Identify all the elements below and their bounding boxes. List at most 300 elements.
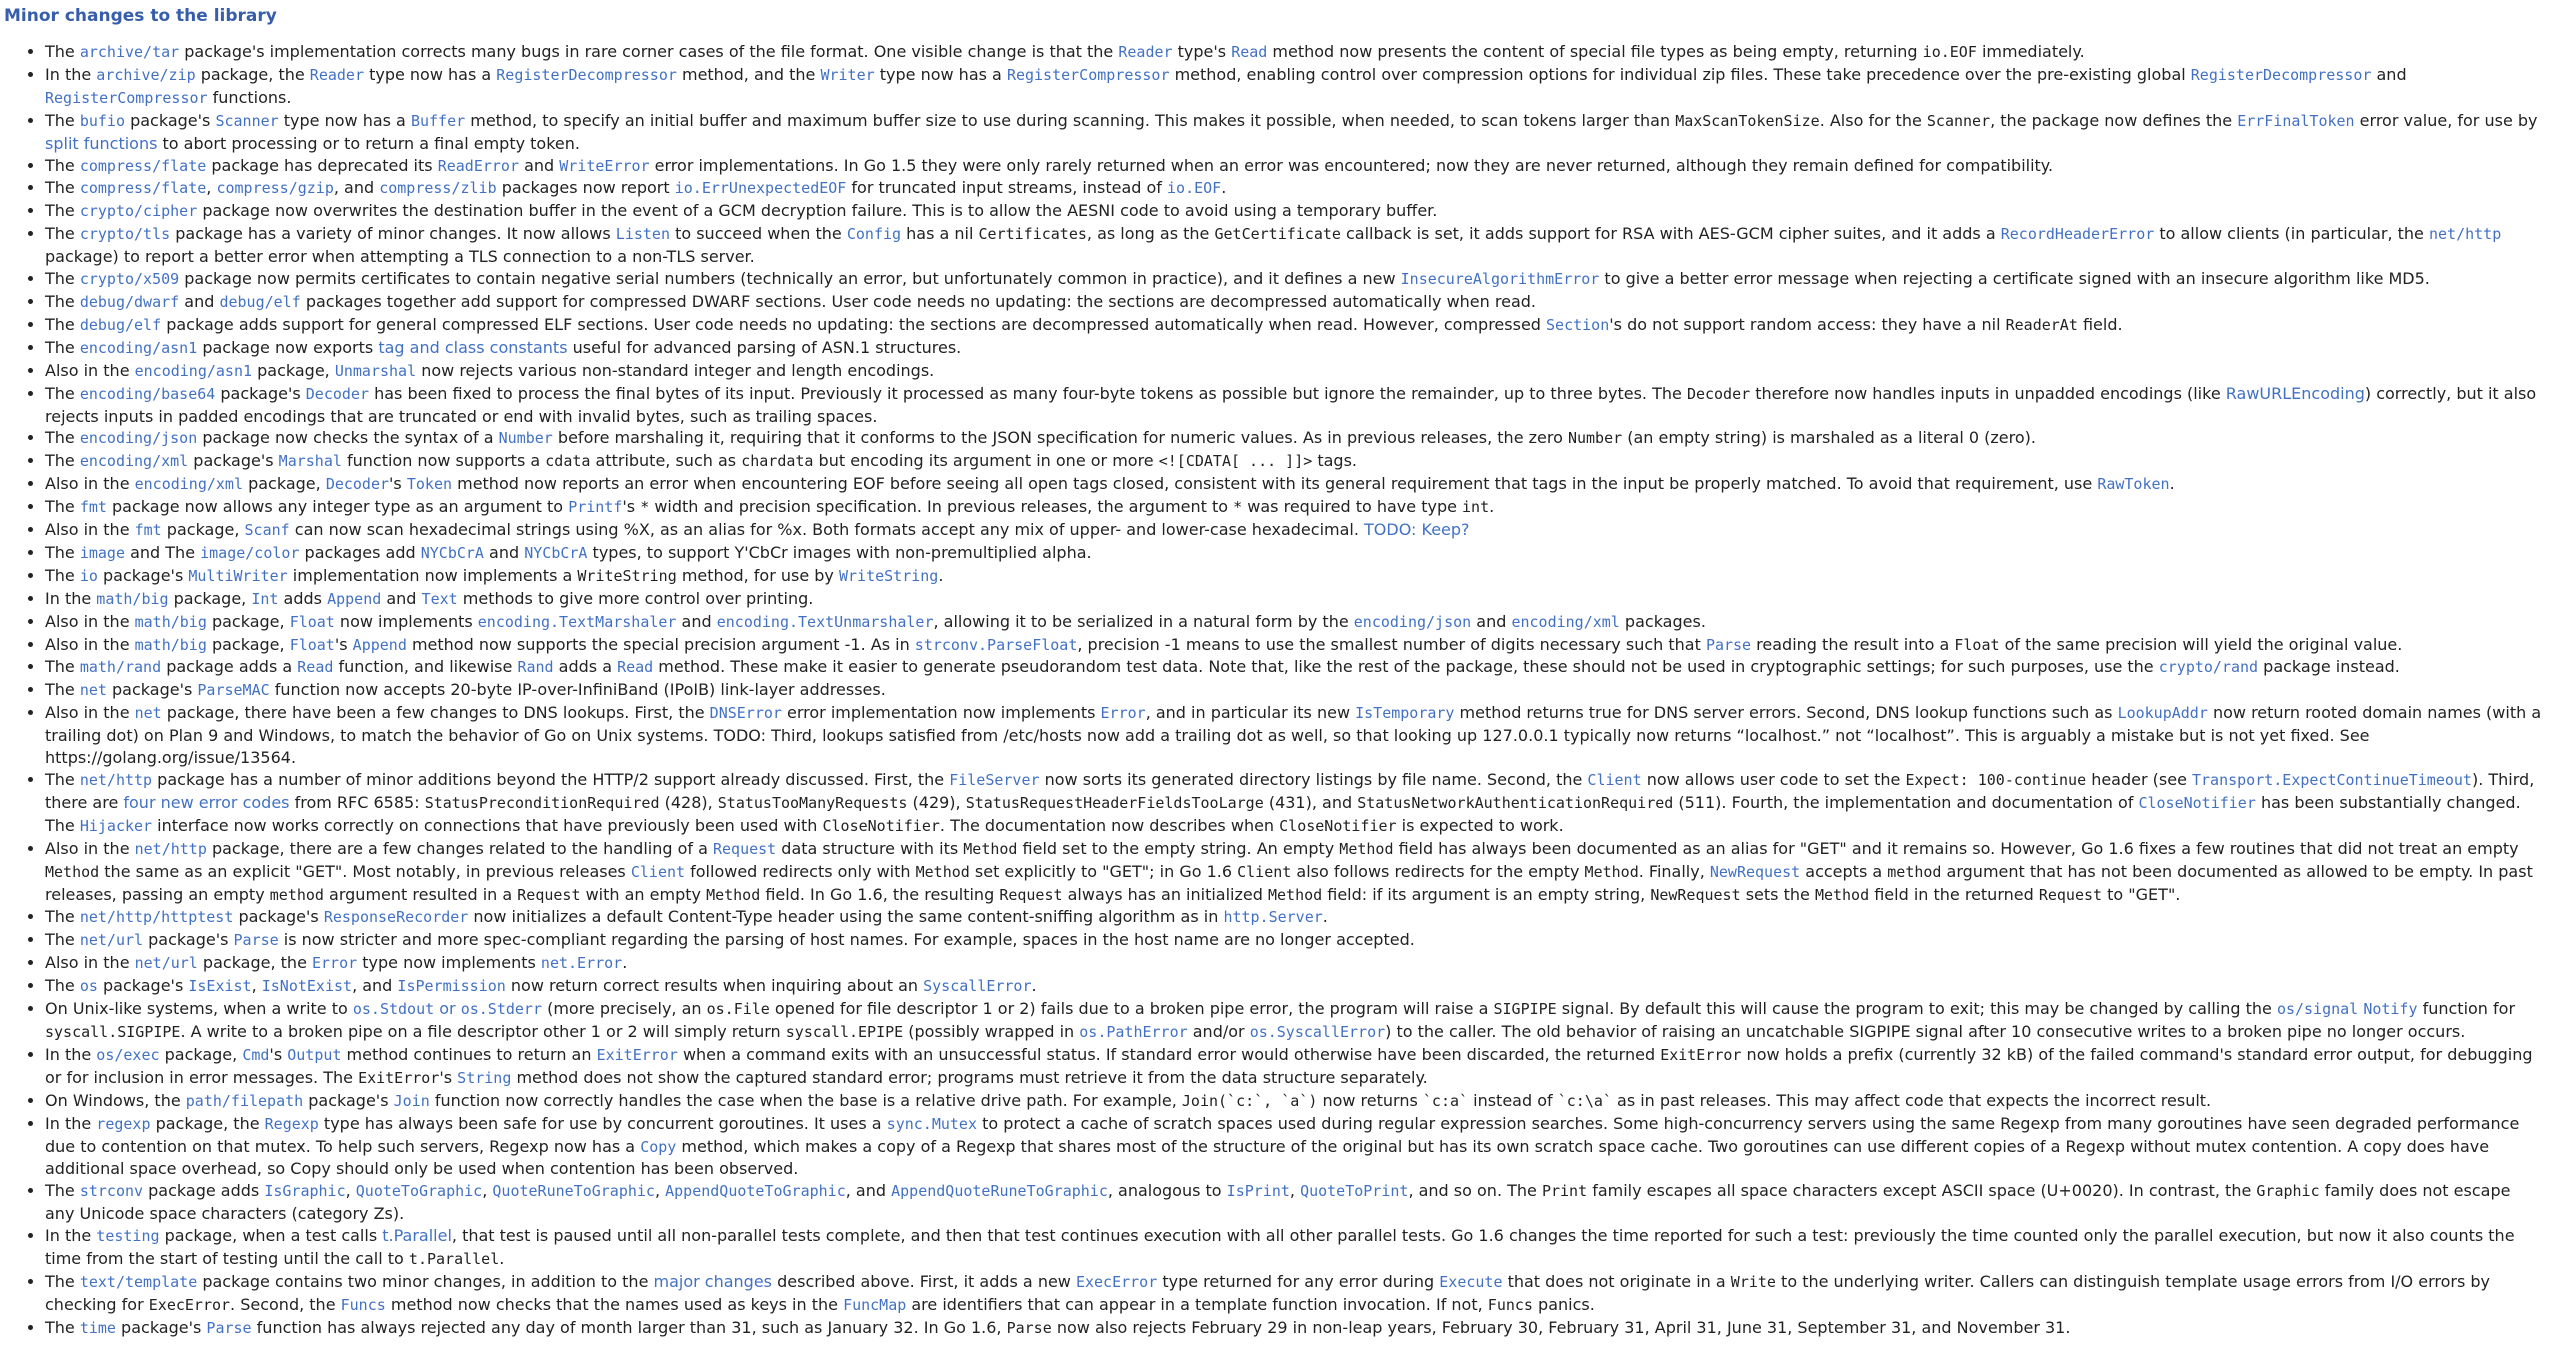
text-run: The <box>45 42 80 61</box>
code-link[interactable]: encoding.TextMarshaler <box>477 612 677 631</box>
bullet-item <box>45 337 2544 360</box>
code-link[interactable]: Unmarshal <box>334 361 417 380</box>
code-link[interactable]: fmt <box>134 521 162 540</box>
text-run: ). Third, there are <box>45 770 2535 812</box>
code-link[interactable]: math/big <box>96 589 169 608</box>
code-link[interactable]: ExecError <box>1075 1272 1158 1291</box>
code-link[interactable]: net/http <box>2428 225 2502 244</box>
text-run: The <box>45 565 80 585</box>
text-run: , <box>206 178 217 198</box>
code-link[interactable]: os/signal <box>2276 1000 2359 1019</box>
code-link[interactable]: debug/elf <box>79 315 162 334</box>
text-run: (possibly wrapped in <box>903 1021 1080 1041</box>
text-run: In the <box>45 1113 97 1133</box>
code-link[interactable]: encoding/json <box>79 429 198 448</box>
text-run: The <box>45 110 80 130</box>
code-link[interactable]: Writer <box>820 65 875 84</box>
inline-code: Funcs <box>1487 1295 1533 1314</box>
bullet-item <box>45 314 2544 337</box>
bullet-item <box>45 110 2544 155</box>
code-link[interactable]: compress/zlib <box>379 179 497 198</box>
bullet-item <box>45 519 2544 542</box>
code-link[interactable]: IsGraphic <box>264 1182 346 1201</box>
text-run: ) to the caller. The old behavior of raising an uncatchable SIGPIPE signal after 10 consecutive writes to a broken pipe no longer occurs. <box>1385 1021 2466 1041</box>
text-run: , <box>482 1181 493 1201</box>
text-run: field in the returned <box>1869 884 2039 904</box>
text-run: package's <box>188 451 279 471</box>
text-run: method, for use by <box>676 565 839 585</box>
code-link[interactable]: compress/flate <box>79 179 207 198</box>
bullet-item <box>45 64 2544 110</box>
text-run: package's <box>143 930 234 950</box>
code-link[interactable]: sync.Mutex <box>886 1114 977 1133</box>
code-link[interactable]: DNSError <box>709 704 782 723</box>
text-link[interactable]: four new error codes <box>123 792 290 812</box>
code-link[interactable]: crypto/rand <box>2158 658 2259 677</box>
text-run: package's <box>97 565 189 585</box>
code-link[interactable]: strconv.ParseFloat <box>914 635 1078 654</box>
code-link[interactable]: Parse <box>206 1318 252 1337</box>
text-run: package, <box>252 360 335 380</box>
bullet-item <box>45 450 2544 473</box>
text-link[interactable]: tag and class constants <box>378 337 568 357</box>
text-run: adds <box>278 588 328 608</box>
inline-code: Graphic <box>2256 1182 2320 1201</box>
bullet-item <box>45 473 2544 496</box>
text-run: always has an initialized <box>1062 884 1268 904</box>
code-link[interactable]: Float <box>289 635 335 654</box>
code-link[interactable]: Printf <box>568 498 623 517</box>
code-link[interactable]: crypto/cipher <box>79 202 198 221</box>
bullet-item <box>45 223 2544 268</box>
text-run: package, the <box>197 953 312 973</box>
code-link[interactable]: Config <box>846 225 902 244</box>
code-link[interactable]: encoding/xml <box>134 475 243 494</box>
text-link[interactable]: or <box>434 999 461 1019</box>
text-run: to the underlying writer. Callers can distinguish template usage errors from I/O errors by checking for <box>45 1271 2491 1314</box>
code-link[interactable]: net.Error <box>540 954 623 973</box>
bullet-item <box>45 427 2544 450</box>
text-run: The <box>45 201 80 221</box>
code-link[interactable]: io.ErrUnexpectedEOF <box>674 179 847 198</box>
code-link[interactable]: encoding/xml <box>1511 612 1620 631</box>
inline-code: Float <box>1954 635 2000 654</box>
code-link[interactable]: net/url <box>79 931 144 950</box>
text-run: Also in the <box>45 611 135 631</box>
code-link[interactable]: Copy <box>640 1137 677 1156</box>
code-link[interactable]: ParseMAC <box>197 681 270 700</box>
code-link[interactable]: Token <box>406 475 453 494</box>
code-link[interactable]: path/filepath <box>185 1091 304 1110</box>
text-run: package's <box>125 110 216 130</box>
code-link[interactable]: RegisterCompressor <box>45 88 208 107</box>
code-link[interactable]: time <box>79 1318 116 1337</box>
code-link[interactable]: io.EOF <box>1167 179 1222 198</box>
text-run: error value, for use by <box>2354 110 2538 130</box>
inline-code: Request <box>2038 885 2103 904</box>
code-link[interactable]: archive/zip <box>96 65 196 84</box>
code-link[interactable]: encoding.TextUnmarshaler <box>716 612 934 631</box>
code-link[interactable]: Funcs <box>340 1295 386 1314</box>
code-link[interactable]: compress/gzip <box>216 179 334 198</box>
code-link[interactable]: RawToken <box>2097 475 2170 494</box>
text-run: panics. <box>1532 1294 1595 1314</box>
code-link[interactable]: ReadError <box>437 156 519 175</box>
code-link[interactable]: archive/tar <box>79 43 180 61</box>
code-link[interactable]: Read <box>617 658 654 677</box>
inline-code: Expect: 100-continue <box>1905 771 2087 789</box>
code-link[interactable]: math/rand <box>79 658 162 677</box>
code-link[interactable]: crypto/tls <box>79 225 171 244</box>
text-run: On Unix-like systems, when a write to <box>45 999 353 1019</box>
text-run: package, the <box>150 1113 265 1133</box>
code-link[interactable]: Scanf <box>244 521 290 540</box>
inline-code: NewRequest <box>1650 885 1741 904</box>
code-link[interactable]: math/big <box>134 612 207 631</box>
text-run: now allows user code to set the <box>1641 770 1906 789</box>
inline-code: <![CDATA[ ... ]]> <box>1158 452 1313 471</box>
text-run: methods to give more control over printing. <box>457 588 814 608</box>
code-link[interactable]: Client <box>630 862 686 881</box>
code-link[interactable]: Section <box>1546 315 1610 334</box>
code-link[interactable]: bufio <box>79 111 125 130</box>
text-run: accepts a <box>1800 861 1888 881</box>
text-run: error implementations. In Go 1.5 they were only rarely returned when an error was encountered; now they are never returned, although they remain defined for compatibility. <box>649 155 2054 175</box>
code-link[interactable]: FuncMap <box>843 1295 907 1314</box>
text-run: field. <box>2077 314 2123 334</box>
code-link[interactable]: WriteError <box>559 156 650 175</box>
text-run: type's <box>1172 42 1232 61</box>
text-run: , and so on. The <box>1408 1181 1542 1201</box>
text-run: now implements <box>334 611 478 631</box>
code-link[interactable]: os.Stdout <box>352 1000 435 1019</box>
text-run: , precision -1 means to use the smallest number of digits necessary such that <box>1077 634 1706 654</box>
text-run: . The documentation now describes when <box>939 815 1280 835</box>
text-run: (511). Fourth, the implementation and documentation of <box>1673 792 2139 812</box>
code-link[interactable]: net/url <box>134 954 198 973</box>
code-link[interactable]: Hijacker <box>79 816 153 835</box>
text-run: , <box>345 1181 356 1201</box>
text-run: The <box>45 178 80 198</box>
code-link[interactable]: Append <box>352 635 407 654</box>
code-link[interactable]: encoding/asn1 <box>134 361 253 380</box>
code-link[interactable]: net/http <box>134 839 207 858</box>
text-run: package's implementation corrects many bugs in rare corner cases of the file format. One visible change is that the <box>179 42 1119 61</box>
text-run: can now scan hexadecimal strings using %X, as an alias for %x. Both formats accept any mix of upper- and lower-case hexadecimal. <box>289 520 1365 540</box>
code-link[interactable]: Cmd <box>242 1045 270 1064</box>
text-run: Also in the <box>45 838 135 858</box>
code-link[interactable]: crypto/x509 <box>79 270 180 289</box>
text-run: method, which makes a copy of a Regexp that shares most of the structure of the original but has its own scratch space cache. Two goroutines can use different copies of a Regexp without mutex contention. A copy does have additional space overhead, so Copy should only be used when contention has been observed. <box>45 1136 2490 1179</box>
inline-code: t.Parallel <box>408 1250 500 1269</box>
bullet-item <box>45 565 2544 588</box>
text-run: the same as an explicit "GET". Most notably, in previous releases <box>99 861 631 881</box>
code-link[interactable]: QuoteRuneToGraphic <box>492 1182 655 1201</box>
code-link[interactable]: Transport.ExpectContinueTimeout <box>2192 771 2472 789</box>
code-link[interactable]: encoding/xml <box>79 452 189 471</box>
code-link[interactable]: fmt <box>79 498 107 517</box>
inline-code: ExecError <box>148 1295 231 1314</box>
text-link[interactable]: split functions <box>45 133 158 153</box>
code-link[interactable]: Rand <box>517 658 554 677</box>
inline-code: Write <box>1730 1272 1776 1291</box>
inline-code: Method <box>915 862 970 881</box>
code-link[interactable]: testing <box>96 1227 160 1246</box>
text-run: method now supports the special precision argument -1. As in <box>406 634 915 654</box>
code-link[interactable]: NewRequest <box>1709 862 1801 881</box>
code-link[interactable]: IsTemporary <box>1355 704 1455 723</box>
code-link[interactable]: ResponseRecorder <box>323 908 469 927</box>
text-run: . <box>1322 907 1328 927</box>
inline-code: Request <box>999 885 1063 904</box>
text-run: type now has a <box>363 64 497 84</box>
code-link[interactable]: LookupAddr <box>2117 704 2208 723</box>
text-run: The <box>45 542 80 562</box>
changes-list <box>4 41 2544 1340</box>
inline-code: Scanner <box>1926 111 1991 130</box>
code-link[interactable]: Number <box>498 429 553 448</box>
code-link[interactable]: RegisterDecompressor <box>2190 65 2372 84</box>
code-link[interactable]: QuoteToPrint <box>1300 1182 1409 1201</box>
code-link[interactable]: encoding/base64 <box>79 384 216 403</box>
inline-code: Method <box>1339 839 1394 858</box>
bullet-item <box>45 200 2544 223</box>
code-link[interactable]: RegisterDecompressor <box>496 65 677 84</box>
text-run: The <box>45 269 80 289</box>
code-link[interactable]: strconv <box>79 1182 144 1201</box>
code-link[interactable]: text/template <box>79 1272 198 1291</box>
inline-code: Method <box>706 885 761 904</box>
text-run: and <box>676 611 717 631</box>
code-link[interactable]: encoding/asn1 <box>79 338 198 357</box>
code-link[interactable]: image <box>79 543 125 562</box>
text-run: , that test is paused until all non-parallel tests complete, and then that test continues execution with all other parallel tests. Go 1.6 changes the time reported for such a test: previously the time counted only the parallel execution, but now it also counts the time from the start of testing until the call to <box>45 1226 2515 1269</box>
text-run: and <box>2371 64 2407 84</box>
code-link[interactable]: http.Server <box>1223 908 1323 927</box>
text-run: now return correct results when inquiring about an <box>505 976 924 996</box>
text-run: instead of <box>1468 1090 1558 1110</box>
code-link[interactable]: NYCbCrA <box>524 543 588 562</box>
text-run: interface now works correctly on connections that have previously been used with <box>152 815 823 835</box>
text-run: and/or <box>1187 1021 1250 1041</box>
code-link[interactable]: regexp <box>96 1114 151 1133</box>
text-run: In the <box>45 1226 97 1246</box>
text-run: and <box>179 291 220 311</box>
text-run: package, <box>206 611 290 631</box>
inline-code: WriteString <box>577 566 677 585</box>
code-link[interactable]: Buffer <box>410 111 466 130</box>
code-link[interactable]: debug/elf <box>219 292 301 311</box>
bullet-item <box>45 155 2544 178</box>
code-link[interactable]: MultiWriter <box>188 566 288 585</box>
code-link[interactable]: Int <box>251 589 279 608</box>
text-run: (428), <box>659 792 718 812</box>
code-link[interactable]: net/http <box>79 771 153 789</box>
text-run: package's <box>115 1317 207 1337</box>
code-link[interactable]: RegisterCompressor <box>1006 65 1170 84</box>
text-run: The <box>45 930 80 950</box>
code-link[interactable]: io <box>79 566 98 585</box>
code-link[interactable]: encoding/json <box>1353 612 1472 631</box>
text-link[interactable]: TODO: Keep? <box>1364 520 1470 540</box>
code-link[interactable]: AppendQuoteToGraphic <box>665 1182 846 1201</box>
text-run: with an empty <box>580 884 707 904</box>
code-link[interactable]: Request <box>712 839 777 858</box>
code-link[interactable]: Append <box>327 589 382 608</box>
code-link[interactable]: Error <box>312 954 358 973</box>
inline-code: Certificates <box>978 225 1087 244</box>
text-run: 's <box>269 1044 288 1064</box>
code-link[interactable]: AppendQuoteRuneToGraphic <box>891 1182 1108 1201</box>
code-link[interactable]: Listen <box>615 225 670 244</box>
text-run: , and <box>845 1181 892 1201</box>
code-link[interactable]: Parse <box>1705 635 1752 654</box>
text-run: , <box>654 1181 666 1201</box>
code-link[interactable]: Reader <box>1118 43 1173 61</box>
text-run: method now reports an error when encountering EOF before seeing all open tags closed, consistent with its general requirement that tags in the input be properly matched. To avoid that requirement, use <box>452 474 2098 494</box>
code-link[interactable]: math/big <box>134 635 207 654</box>
code-link[interactable]: FileServer <box>949 771 1040 789</box>
text-run: family escapes all space characters except ASCII space (U+0020). In contrast, the <box>1587 1181 2257 1201</box>
text-run: The <box>45 1271 80 1291</box>
text-link[interactable]: RawURLEncoding <box>2225 383 2365 403</box>
text-run: package's <box>97 976 189 996</box>
bullet-item <box>45 1271 2544 1317</box>
text-run: and <box>518 155 560 175</box>
code-link[interactable]: os.Stderr <box>460 1000 542 1019</box>
text-run: . <box>1031 976 1037 996</box>
inline-code: os.File <box>706 1000 770 1019</box>
text-run: type now has a <box>278 110 411 130</box>
code-link[interactable]: Parse <box>233 931 279 950</box>
text-run: field has always been documented as an alias for "GET" and it remains so. However, Go 1.6 fixes a few routines that did not treat an empty <box>1393 838 2519 858</box>
code-link[interactable]: image/color <box>200 543 300 562</box>
code-link[interactable]: IsExist <box>188 977 252 996</box>
text-run: package) to report a better error when attempting a TLS connection to a non-TLS server. <box>45 247 755 267</box>
bullet-item <box>45 656 2544 679</box>
text-run: package now overwrites the destination buffer in the event of a GCM decryption failure. This is to allow the AESNI code to avoid using a temporary buffer. <box>197 201 1438 221</box>
text-run: . A write to a broken pipe on a file descriptor other 1 or 2 will simply return <box>180 1021 786 1041</box>
code-link[interactable]: IsPermission <box>397 977 506 996</box>
code-link[interactable]: Reader <box>309 65 364 84</box>
code-link[interactable]: WriteString <box>838 566 939 585</box>
text-run: method now presents the content of special file types as being empty, returning <box>1267 42 1923 61</box>
bullet-item <box>45 1044 2544 1090</box>
text-run: field set to the empty string. An empty <box>1017 838 1340 858</box>
text-run: 's do not support random access: they have a nil <box>1609 314 2006 334</box>
code-link[interactable]: os/exec <box>96 1045 160 1064</box>
text-run: function has always rejected any day of month larger than 31, such as January 32. In Go 1.6, <box>251 1317 1007 1337</box>
text-run: package's <box>215 383 306 403</box>
inline-code: * <box>640 498 650 517</box>
text-run: field. In Go 1.6, the resulting <box>760 884 1000 904</box>
text-run: The <box>45 976 80 996</box>
code-link[interactable]: Regexp <box>264 1114 319 1133</box>
text-run: 's <box>439 1067 458 1087</box>
code-link[interactable]: os.SyscallError <box>1249 1022 1386 1041</box>
text-link[interactable]: t.Parallel <box>382 1226 452 1246</box>
code-link[interactable]: net <box>134 704 162 723</box>
inline-code: StatusTooManyRequests <box>717 793 908 812</box>
text-run: implementation now implements a <box>287 565 578 585</box>
text-run: function now correctly handles the case when the base is a relative drive path. For example, <box>429 1090 1182 1110</box>
text-run: (431), and <box>1263 792 1358 812</box>
code-link[interactable]: NYCbCrA <box>420 543 484 562</box>
bullet-item <box>45 177 2544 200</box>
text-run: family does not escape any Unicode space characters (category Zs). <box>45 1181 2511 1224</box>
code-link[interactable]: QuoteToGraphic <box>355 1182 483 1201</box>
text-run: useful for advanced parsing of ASN.1 structures. <box>567 337 962 357</box>
code-link[interactable]: Error <box>1100 704 1146 723</box>
code-link[interactable]: os.PathError <box>1079 1022 1188 1041</box>
code-link[interactable]: Decoder <box>305 384 369 403</box>
code-link[interactable]: IsNotExist <box>261 977 353 996</box>
code-link[interactable]: net <box>79 681 107 700</box>
code-link[interactable]: os <box>79 977 98 996</box>
code-link[interactable]: Float <box>289 612 335 631</box>
text-run: package has a variety of minor changes. It now allows <box>170 224 616 244</box>
code-link[interactable]: SyscallError <box>923 977 1032 996</box>
text-run: 's <box>334 634 353 654</box>
code-link[interactable]: Join <box>393 1091 430 1110</box>
text-run: package's <box>303 1090 394 1110</box>
inline-code: Method <box>45 862 100 881</box>
code-link[interactable]: Read <box>1231 43 1268 61</box>
bullet-item <box>45 360 2544 383</box>
bullet-item <box>45 906 2544 929</box>
code-link[interactable]: net/http/httptest <box>79 908 234 927</box>
text-run: The <box>45 907 80 927</box>
code-link[interactable]: Client <box>1587 771 1642 789</box>
code-link[interactable]: Decoder <box>325 475 390 494</box>
text-link[interactable]: major changes <box>653 1271 773 1291</box>
code-link[interactable]: RecordHeaderError <box>2000 225 2155 244</box>
code-link[interactable]: String <box>457 1068 512 1087</box>
text-run: type has always been safe for use by concurrent goroutines. It uses a <box>318 1113 887 1133</box>
text-run: package adds <box>143 1181 265 1201</box>
code-link[interactable]: ErrFinalToken <box>2237 111 2355 130</box>
bullet-item <box>45 496 2544 519</box>
code-link[interactable]: Scanner <box>215 111 279 130</box>
code-link[interactable]: Notify <box>2363 1000 2418 1019</box>
inline-code: Method <box>963 839 1018 858</box>
bullet-item <box>45 1180 2544 1225</box>
code-link[interactable]: compress/flate <box>79 156 207 175</box>
text-run: . <box>499 1249 505 1269</box>
code-link[interactable]: CloseNotifier <box>2138 793 2256 812</box>
text-run: now also rejects February 29 in non-leap years, February 30, February 31, April 31, June 31, September 31, and November 31. <box>1051 1317 2071 1337</box>
code-link[interactable]: Marshal <box>278 452 342 471</box>
text-run: package, <box>206 634 290 654</box>
text-run: The <box>45 337 80 357</box>
text-run: from RFC 6585: <box>289 792 425 812</box>
code-link[interactable]: ExitError <box>596 1045 678 1064</box>
text-run: type returned for any error during <box>1157 1271 1440 1291</box>
code-link[interactable]: Text <box>421 589 458 608</box>
code-link[interactable]: IsPrint <box>1226 1182 1290 1201</box>
text-run: . <box>1221 178 1227 198</box>
code-link[interactable]: Output <box>287 1045 342 1064</box>
text-run: function for <box>2417 999 2516 1019</box>
code-link[interactable]: Execute <box>1439 1272 1503 1291</box>
code-link[interactable]: InsecureAlgorithmError <box>1400 270 1600 289</box>
text-run: type now has a <box>874 64 1007 84</box>
code-link[interactable]: Read <box>297 658 334 677</box>
code-link[interactable]: debug/dwarf <box>79 292 180 311</box>
text-run: method, and the <box>676 64 821 84</box>
text-run: . Also for the <box>1819 110 1927 130</box>
text-run: and The <box>125 542 201 562</box>
